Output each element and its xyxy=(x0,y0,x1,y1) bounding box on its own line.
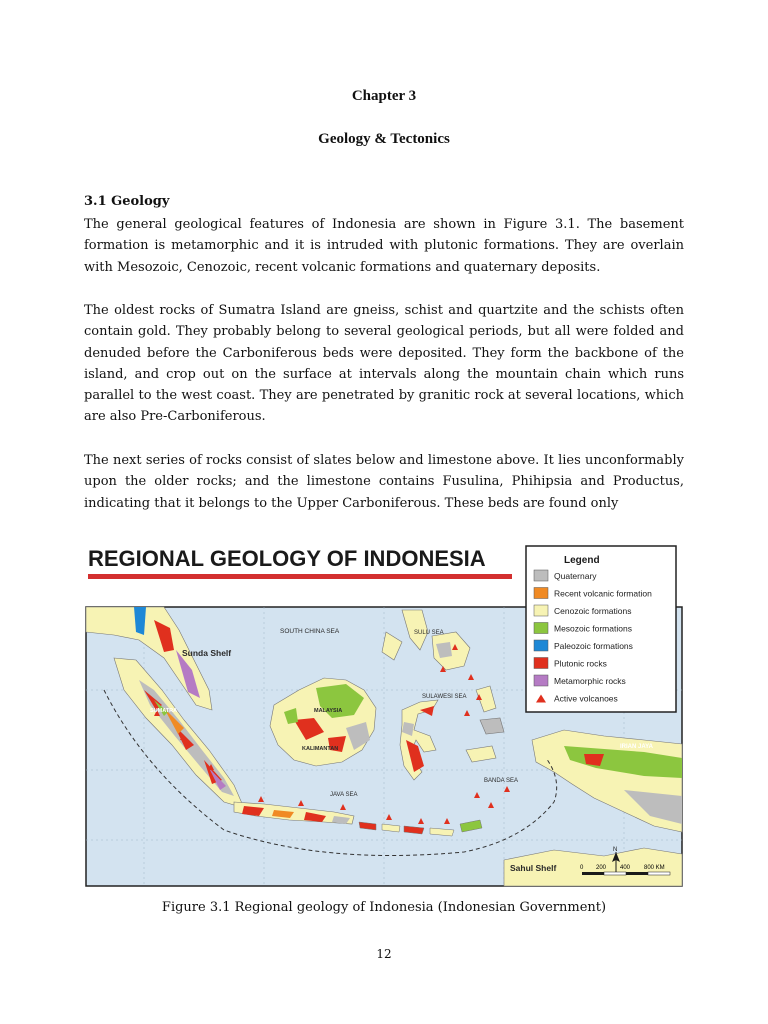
label-sahul-shelf: Sahul Shelf xyxy=(510,863,557,873)
label-malaysia: MALAYSIA xyxy=(314,708,343,714)
scale-tick-0: 0 xyxy=(580,865,584,871)
legend-swatch-mesozoic-formations xyxy=(534,623,548,634)
legend-label-metamorphic-rocks: Metamorphic rocks xyxy=(554,676,626,686)
figure-title: REGIONAL GEOLOGY OF INDONESIA xyxy=(88,546,486,571)
map-legend xyxy=(526,546,676,712)
legend-swatch-metamorphic-rocks xyxy=(534,675,548,686)
scale-tick-800: 800 KM xyxy=(644,865,665,871)
label-banda-sea: BANDA SEA xyxy=(484,778,519,784)
legend-label-paleozoic-formations: Paleozoic formations xyxy=(554,641,633,651)
north-label: N xyxy=(613,847,618,853)
legend-swatch-paleozoic-formations xyxy=(534,640,548,651)
label-kalimantan: KALIMANTAN xyxy=(302,746,339,752)
legend-swatch-cenozoic-formations xyxy=(534,605,548,616)
legend-label-mesozoic-formations: Mesozoic formations xyxy=(554,623,632,634)
figure-regional-geology xyxy=(84,540,684,888)
legend-swatch-quaternary xyxy=(534,570,548,581)
legend-label-plutonic-rocks: Plutonic rocks xyxy=(554,658,607,669)
figure-caption: Figure 3.1 Regional geology of Indonesia (Indonesian Government) xyxy=(161,900,607,915)
legend-label-quaternary: Quaternary xyxy=(554,571,597,581)
subsection-heading: 3.1 Geology xyxy=(84,194,170,209)
paragraph-1: The general geological features of Indonesia are shown in Figure 3.1. The basement formation is metamorphic and it is intruded with plutonic formations. They are overlain with Mesozoic, Cenozoic, recent volcanic formations and quaternary deposits. xyxy=(84,217,684,275)
legend-label-cenozoic-formations: Cenozoic formations xyxy=(554,606,632,616)
label-sumatra: SUMATRA xyxy=(150,708,178,714)
page-number: 12 xyxy=(376,947,392,961)
legend-title: Legend xyxy=(564,555,600,566)
title-underline xyxy=(88,574,512,579)
label-sunda-shelf: Sunda Shelf xyxy=(182,648,232,658)
paragraph-2: The oldest rocks of Sumatra Island are gneiss, schist and quartzite and the schists often contain gold. They probably belong to several geological periods, but all were folded and denuded before the Carboniferous beds were deposited. They form the backbone of the island, and crop out on the surface at intervals along the mountain chain which runs parallel to the west coast. They are penetrated by granitic rock at several locations, which are also Pre-Carboniferous. xyxy=(84,303,684,425)
scale-tick-200: 200 xyxy=(596,865,607,871)
legend-label-recent-volcanic-formation: Recent volcanic formation xyxy=(554,588,652,599)
scale-tick-400: 400 xyxy=(620,865,631,871)
section-title: Geology & Tectonics xyxy=(318,131,450,147)
label-java-sea: JAVA SEA xyxy=(330,792,358,798)
legend-swatch-plutonic-rocks xyxy=(534,658,548,669)
label-sulu-sea: SULU SEA xyxy=(414,630,444,636)
label-sulawesi-sea: SULAWESI SEA xyxy=(422,694,467,700)
paragraph-3: The next series of rocks consist of slates below and limestone above. It lies unconformably upon the older rocks; and the limestone contains Fusulina, Phihipsia and Productus, indicating that it belongs to the Upper Carboniferous. These beds are found only xyxy=(84,453,684,511)
legend-label-active-volcanoes: Active volcanoes xyxy=(554,693,618,704)
legend-swatch-recent-volcanic-formation xyxy=(534,588,548,599)
label-irian-jaya: IRIAN JAYA xyxy=(620,744,653,750)
chapter-heading: Chapter 3 xyxy=(351,88,417,104)
label-south-china-sea: SOUTH CHINA SEA xyxy=(280,628,340,635)
